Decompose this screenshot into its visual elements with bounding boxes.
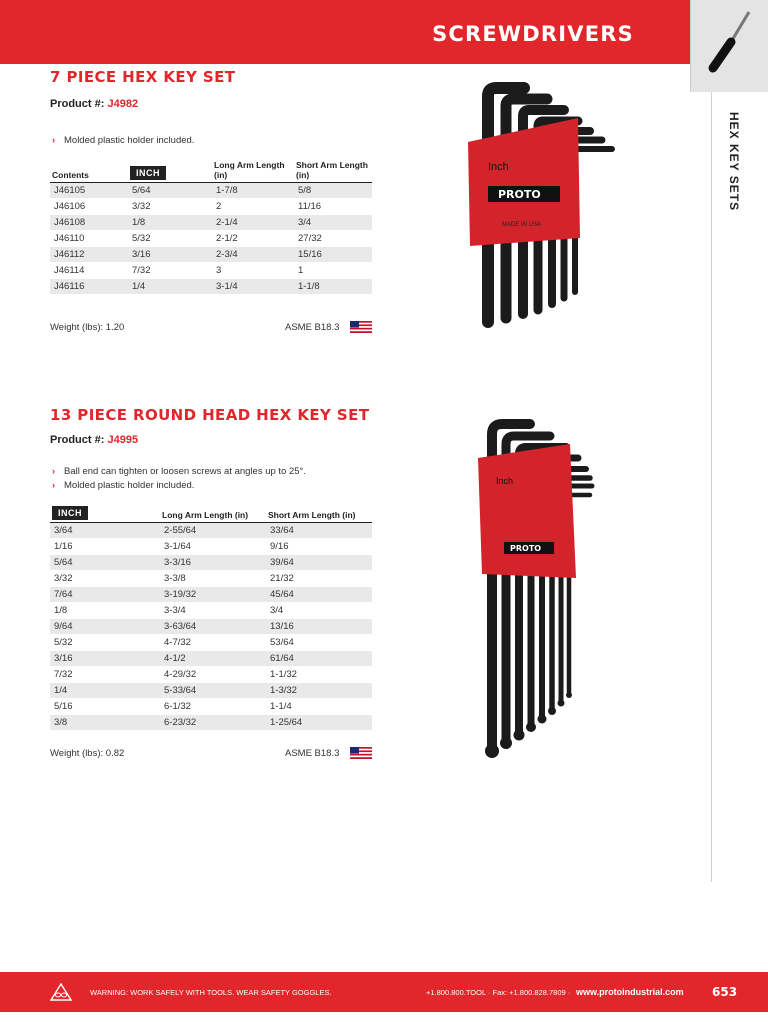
feature-item: › Molded plastic holder included.: [64, 134, 194, 148]
cell: 3-3/16: [160, 555, 266, 571]
cell: 61/64: [266, 651, 372, 667]
table-header-row: [50, 160, 372, 183]
cell: 3/16: [50, 651, 160, 667]
col-short-arm: Short Arm Length (in): [294, 160, 372, 183]
product-number: J4995: [107, 434, 139, 446]
cell: 3/32: [50, 571, 160, 587]
cell: 2: [212, 199, 294, 215]
cell: 3-1/4: [212, 279, 294, 295]
section2-product-number: [50, 434, 138, 446]
cell: 15/16: [294, 247, 372, 263]
ball-end-hex-key-set-photo: [470, 418, 600, 763]
col-contents: Contents: [50, 160, 128, 183]
cell: 7/32: [128, 263, 212, 279]
cell: 5/32: [50, 635, 160, 651]
cell: 3/4: [294, 215, 372, 231]
cell: 7/32: [50, 667, 160, 683]
cell: J46106: [50, 199, 128, 215]
cell: 5/64: [50, 555, 160, 571]
cell: 27/32: [294, 231, 372, 247]
product-number: J4982: [107, 98, 139, 110]
cell: 3: [212, 263, 294, 279]
screwdriver-icon: [691, 0, 768, 92]
cell: 1/4: [50, 683, 160, 699]
cell: 1/4: [128, 279, 212, 295]
cell: 2-55/64: [160, 523, 266, 539]
cell: 13/16: [266, 619, 372, 635]
cell: 45/64: [266, 587, 372, 603]
cell: 53/64: [266, 635, 372, 651]
cell: 11/16: [294, 199, 372, 215]
cell: 1/8: [128, 215, 212, 231]
holder-label: Inch: [496, 476, 514, 486]
cell: 3-63/64: [160, 619, 266, 635]
table-row: [50, 635, 372, 651]
cell: 1-1/32: [266, 667, 372, 683]
cell: J46110: [50, 231, 128, 247]
inch-badge: INCH: [52, 506, 88, 520]
cell: 2-3/4: [212, 247, 294, 263]
us-flag-icon: [350, 747, 372, 759]
cell: 3-3/4: [160, 603, 266, 619]
cell: 3/64: [50, 523, 160, 539]
cell: 3/8: [50, 715, 160, 731]
product-label: Product #:: [50, 98, 105, 110]
safety-goggles-icon: [50, 983, 72, 1001]
cell: 3/32: [128, 199, 212, 215]
table-row: [50, 247, 372, 263]
cell: 5-33/64: [160, 683, 266, 699]
cell: 1: [294, 263, 372, 279]
safety-warning: WARNING: WORK SAFELY WITH TOOLS. WEAR SAFETY GOGGLES.: [90, 988, 332, 997]
page-number: 653: [712, 985, 738, 999]
cell: J46114: [50, 263, 128, 279]
footer-contact: +1.800.800.TOOL · Fax: +1.800.828.7809 ·: [426, 988, 571, 997]
table-row: [50, 571, 372, 587]
cell: 1-1/8: [294, 279, 372, 295]
page-category-title: SCREWDRIVERS: [432, 22, 634, 46]
feature-item: › Ball end can tighten or loosen screws at angles up to 25°.: [64, 465, 306, 479]
screwdriver-photo: [690, 0, 768, 92]
holder-made-in: MADE IN USA: [502, 222, 542, 228]
cell: 1-1/4: [266, 699, 372, 715]
table-row: [50, 199, 372, 215]
cell: 3-3/8: [160, 571, 266, 587]
cell: 1/16: [50, 539, 160, 555]
cell: 21/32: [266, 571, 372, 587]
table-row: [50, 183, 372, 199]
cell: 1-3/32: [266, 683, 372, 699]
cell: 6-1/32: [160, 699, 266, 715]
section1-product-number: [50, 98, 138, 110]
cell: 5/16: [50, 699, 160, 715]
col-long-arm: Long Arm Length (in): [160, 506, 266, 523]
cell: 33/64: [266, 523, 372, 539]
cell: 1-25/64: [266, 715, 372, 731]
cell: J46108: [50, 215, 128, 231]
section1-standard: ASME B18.3: [285, 322, 340, 333]
cell: 3/16: [128, 247, 212, 263]
table-header-row: [50, 506, 372, 523]
cell: 3-1/64: [160, 539, 266, 555]
cell: 9/16: [266, 539, 372, 555]
proto-logo: PROTO: [510, 544, 542, 553]
cell: J46105: [50, 183, 128, 199]
inch-badge: INCH: [130, 166, 166, 180]
col-inch: [50, 506, 160, 523]
product-label: Product #:: [50, 434, 105, 446]
section2-spec-table: [50, 506, 372, 731]
table-row: [50, 539, 372, 555]
cell: 3/4: [266, 603, 372, 619]
footer-website-link[interactable]: www.protoindustrial.com: [576, 987, 684, 997]
header-band: [0, 0, 690, 64]
section1-title: 7 PIECE HEX KEY SET: [50, 68, 236, 86]
cell: 4-29/32: [160, 667, 266, 683]
cell: 7/64: [50, 587, 160, 603]
cell: 5/8: [294, 183, 372, 199]
cell: 39/64: [266, 555, 372, 571]
cell: 9/64: [50, 619, 160, 635]
section2-standard: ASME B18.3: [285, 748, 340, 759]
table-row: [50, 263, 372, 279]
table-row: [50, 603, 372, 619]
cell: 5/64: [128, 183, 212, 199]
cell: 3-19/32: [160, 587, 266, 603]
holder-label: Inch: [488, 161, 509, 173]
cell: 2-1/4: [212, 215, 294, 231]
cell: 1-7/8: [212, 183, 294, 199]
cell: 4-1/2: [160, 651, 266, 667]
section2-features: [64, 465, 306, 493]
section1-weight: Weight (lbs): 1.20: [50, 322, 125, 333]
us-flag-icon: [350, 321, 372, 333]
table-row: [50, 667, 372, 683]
section1-features: [64, 134, 194, 148]
cell: 6-23/32: [160, 715, 266, 731]
table-row: [50, 683, 372, 699]
cell: 5/32: [128, 231, 212, 247]
cell: J46116: [50, 279, 128, 295]
table-row: [50, 279, 372, 295]
table-row: [50, 215, 372, 231]
section1-spec-table: [50, 160, 372, 295]
section2-weight: Weight (lbs): 0.82: [50, 748, 125, 759]
side-rule: [711, 92, 712, 882]
cell: 1/8: [50, 603, 160, 619]
table-row: [50, 231, 372, 247]
table-row: [50, 555, 372, 571]
table-row: [50, 651, 372, 667]
table-row: [50, 523, 372, 539]
proto-logo: PROTO: [498, 188, 541, 201]
cell: 2-1/2: [212, 231, 294, 247]
col-inch: [128, 160, 212, 183]
cell: J46112: [50, 247, 128, 263]
col-short-arm: Short Arm Length (in): [266, 506, 372, 523]
section2-title: 13 PIECE ROUND HEAD HEX KEY SET: [50, 406, 370, 424]
table-row: [50, 587, 372, 603]
feature-item: › Molded plastic holder included.: [64, 479, 306, 493]
col-long-arm: Long Arm Length (in): [212, 160, 294, 183]
table-row: [50, 715, 372, 731]
section-tab-label: HEX KEY SETS: [727, 112, 741, 212]
cell: 4-7/32: [160, 635, 266, 651]
hex-key-set-photo: [452, 82, 622, 332]
table-row: [50, 619, 372, 635]
table-row: [50, 699, 372, 715]
